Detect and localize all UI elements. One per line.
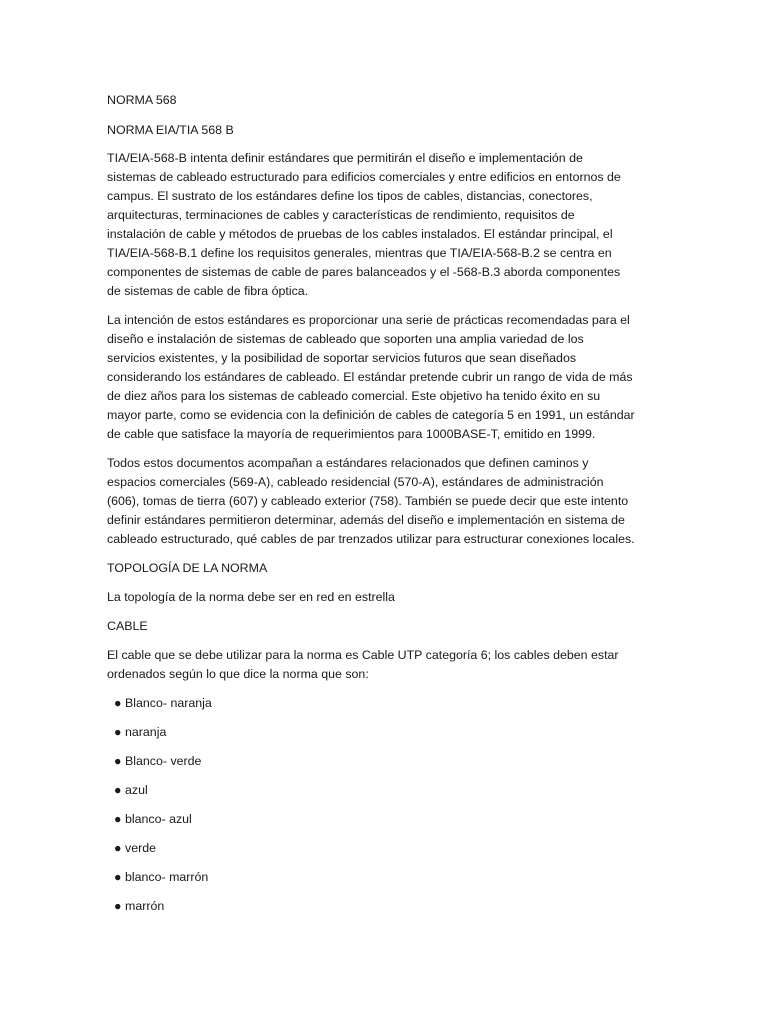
cable-text: El cable que se debe utilizar para la norma es Cable UTP categoría 6; los cables deben estar ordenados según lo que dice la norma que son: [107, 648, 619, 681]
list-item [107, 839, 635, 858]
paragraph-intention: La intención de estos estándares es proporcionar una serie de prácticas recomendadas para el diseño e instalación de sistemas de cableado que soporten una amplia variedad de los servicios existentes, y la posibilidad de soportar servicios futuros que sean diseñados considerando los estándares de cableado. El estándar pretende cubrir un rango de vida de más de diez años para los sistemas de cableado comercial. Este objetivo ha tenido éxito en su mayor parte, como se evidencia con la definición de cables de categoría 5 en 1991, un estándar de cable que satisface la mayoría de requerimientos para 1000BASE-T, emitido en 1999. [107, 313, 635, 441]
doc-title-norma-568: NORMA 568 [107, 93, 177, 107]
color-label: marrón [125, 899, 165, 913]
list-item [107, 752, 635, 771]
list-item [107, 810, 635, 829]
bullet-icon: ● [114, 899, 122, 913]
doc-title-eia-tia: NORMA EIA/TIA 568 B [107, 123, 234, 137]
list-item [107, 694, 635, 713]
paragraph-related-docs: Todos estos documentos acompañan a estándares relacionados que definen caminos y espacios comerciales (569-A), cableado residencial (570-A), estándares de administración (606), tomas de tierra (607) y cableado exterior (758). También se puede decir que este intento definir estándares permitieron determinar, además del diseño e implementación en sistema de cableado estructurado, qué cables de par trenzados utilizar para estructurar conexiones locales. [107, 456, 635, 546]
cable-heading: CABLE [107, 619, 148, 633]
bullet-icon: ● [114, 841, 122, 855]
topology-heading: TOPOLOGÍA DE LA NORMA [107, 561, 268, 575]
color-label: azul [125, 783, 148, 797]
color-label: verde [125, 841, 156, 855]
color-label: Blanco- verde [125, 754, 202, 768]
color-label: blanco- marrón [125, 870, 209, 884]
color-label: naranja [125, 725, 167, 739]
color-label: blanco- azul [125, 812, 192, 826]
bullet-icon: ● [114, 812, 122, 826]
bullet-icon: ● [114, 696, 122, 710]
document-page [107, 91, 635, 926]
list-item [107, 781, 635, 800]
list-item [107, 868, 635, 887]
list-item [107, 723, 635, 742]
bullet-icon: ● [114, 754, 122, 768]
bullet-icon: ● [114, 870, 122, 884]
list-item [107, 897, 635, 916]
cable-color-list [107, 694, 635, 916]
topology-text: La topología de la norma debe ser en red en estrella [107, 590, 395, 604]
paragraph-intro: TIA/EIA-568-B intenta definir estándares que permitirán el diseño e implementación de sistemas de cableado estructurado para edificios comerciales y entre edificios en entornos de campus. El sustrato de los estándares define los tipos de cables, distancias, conectores, arquitecturas, terminaciones de cables y características de rendimiento, requisitos de instalación de cable y métodos de pruebas de los cables instalados. El estándar principal, el TIA/EIA-568-B.1 define los requisitos generales, mientras que TIA/EIA-568-B.2 se centra en componentes de sistemas de cable de pares balanceados y el -568-B.3 aborda componentes de sistemas de cable de fibra óptica. [107, 151, 621, 298]
color-label: Blanco- naranja [125, 696, 212, 710]
bullet-icon: ● [114, 783, 122, 797]
bullet-icon: ● [114, 725, 122, 739]
